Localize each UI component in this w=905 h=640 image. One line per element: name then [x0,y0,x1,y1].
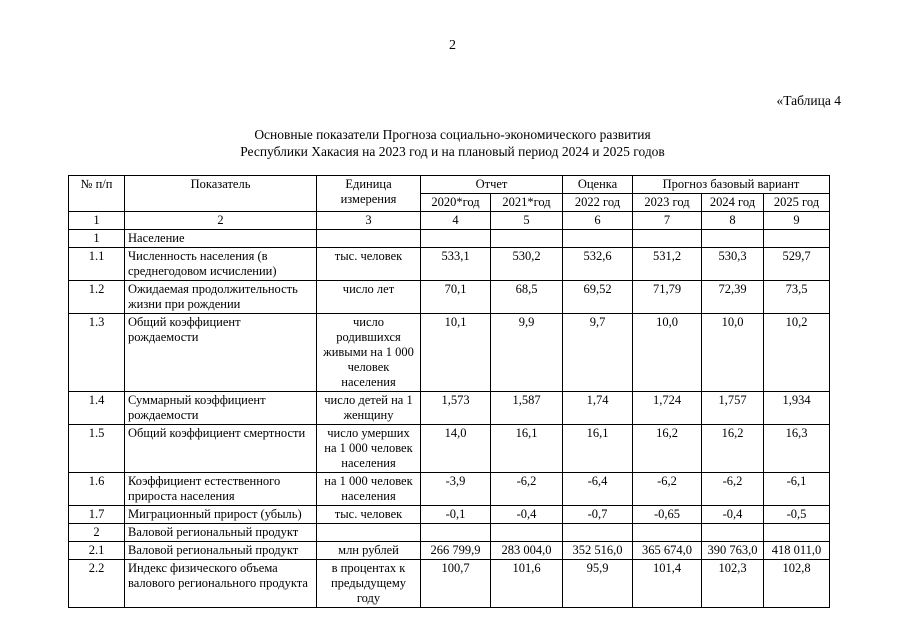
table-row [69,248,830,281]
header-year: 2023 год [633,194,702,212]
value-cell: 1,757 [702,392,764,425]
indicators-table [68,175,830,608]
value-cell [491,230,563,248]
value-cell: 68,5 [491,281,563,314]
value-cell [491,524,563,542]
unit-cell: число родившихся живыми на 1 000 человек населения [317,314,421,392]
header-year: 2025 год [764,194,830,212]
value-cell: -0,7 [563,506,633,524]
value-cell: 100,7 [421,560,491,608]
unit-cell: число умерших на 1 000 человек населения [317,425,421,473]
document-title [0,126,905,160]
header-num: № п/п [69,176,125,212]
table-row [69,560,830,608]
unit-cell: тыс. человек [317,248,421,281]
value-cell: 530,2 [491,248,563,281]
value-cell [764,524,830,542]
value-cell: -6,1 [764,473,830,506]
table-row [69,392,830,425]
value-cell: 71,79 [633,281,702,314]
value-cell: 1,934 [764,392,830,425]
indicator-name: Общий коэффициент рождаемости [125,314,317,392]
value-cell: 533,1 [421,248,491,281]
value-cell: 1,573 [421,392,491,425]
table-row [69,542,830,560]
table-row [69,230,830,248]
value-cell: -0,65 [633,506,702,524]
value-cell [563,524,633,542]
value-cell: 95,9 [563,560,633,608]
value-cell [764,230,830,248]
header-forecast: Прогноз базовый вариант [633,176,830,194]
header-estimate: Оценка [563,176,633,194]
title-line-2: Республики Хакасия на 2023 год и на плановый период 2024 и 2025 годов [240,144,665,159]
title-line-1: Основные показатели Прогноза социально-экономического развития [254,127,651,142]
column-number: 7 [633,212,702,230]
value-cell: -0,4 [491,506,563,524]
column-number: 6 [563,212,633,230]
value-cell: 532,6 [563,248,633,281]
column-number: 2 [125,212,317,230]
row-number: 1.3 [69,314,125,392]
indicator-name: Коэффициент естественного прироста населения [125,473,317,506]
value-cell: 365 674,0 [633,542,702,560]
header-year: 2020*год [421,194,491,212]
header-year: 2021*год [491,194,563,212]
value-cell: 9,9 [491,314,563,392]
value-cell: 73,5 [764,281,830,314]
value-cell: 1,74 [563,392,633,425]
column-number: 8 [702,212,764,230]
indicator-name: Миграционный прирост (убыль) [125,506,317,524]
table-row [69,506,830,524]
value-cell: 16,2 [702,425,764,473]
value-cell: -3,9 [421,473,491,506]
value-cell [633,524,702,542]
header-year: 2022 год [563,194,633,212]
value-cell: 390 763,0 [702,542,764,560]
value-cell: 10,0 [702,314,764,392]
value-cell: 530,3 [702,248,764,281]
value-cell: 102,3 [702,560,764,608]
indicator-name: Население [125,230,317,248]
column-number: 1 [69,212,125,230]
value-cell [421,524,491,542]
value-cell [563,230,633,248]
value-cell: 531,2 [633,248,702,281]
value-cell: 352 516,0 [563,542,633,560]
column-numbers-row [69,212,830,230]
column-number: 4 [421,212,491,230]
unit-cell: тыс. человек [317,506,421,524]
column-number: 5 [491,212,563,230]
table-row [69,473,830,506]
column-number: 3 [317,212,421,230]
indicator-name: Валовой региональный продукт [125,542,317,560]
value-cell: 16,1 [563,425,633,473]
value-cell: 266 799,9 [421,542,491,560]
row-number: 1 [69,230,125,248]
unit-cell: число лет [317,281,421,314]
value-cell: -6,2 [491,473,563,506]
value-cell [421,230,491,248]
header-year: 2024 год [702,194,764,212]
unit-cell: число детей на 1 женщину [317,392,421,425]
indicator-name: Суммарный коэффициент рождаемости [125,392,317,425]
value-cell [702,230,764,248]
value-cell: -0,5 [764,506,830,524]
unit-cell: млн рублей [317,542,421,560]
value-cell: 16,3 [764,425,830,473]
unit-cell [317,524,421,542]
column-number: 9 [764,212,830,230]
value-cell: 418 011,0 [764,542,830,560]
row-number: 2 [69,524,125,542]
value-cell: 69,52 [563,281,633,314]
value-cell: 10,0 [633,314,702,392]
table-label: «Таблица 4 [776,93,841,108]
value-cell: -0,1 [421,506,491,524]
value-cell: 10,2 [764,314,830,392]
row-number: 1.2 [69,281,125,314]
value-cell: 10,1 [421,314,491,392]
indicator-name: Общий коэффициент смертности [125,425,317,473]
row-number: 2.2 [69,560,125,608]
value-cell: 101,4 [633,560,702,608]
value-cell: 16,1 [491,425,563,473]
value-cell: 283 004,0 [491,542,563,560]
unit-cell [317,230,421,248]
indicator-name: Валовой региональный продукт [125,524,317,542]
value-cell [633,230,702,248]
unit-cell: на 1 000 человек населения [317,473,421,506]
row-number: 1.5 [69,425,125,473]
value-cell: 16,2 [633,425,702,473]
value-cell [702,524,764,542]
indicator-name: Численность населения (в среднегодовом исчислении) [125,248,317,281]
value-cell: 9,7 [563,314,633,392]
row-number: 2.1 [69,542,125,560]
value-cell: 529,7 [764,248,830,281]
table-row [69,281,830,314]
header-indicator: Показатель [125,176,317,212]
row-number: 1.6 [69,473,125,506]
row-number: 1.1 [69,248,125,281]
page-number: 2 [449,38,456,53]
value-cell: 102,8 [764,560,830,608]
table-row [69,425,830,473]
value-cell: 70,1 [421,281,491,314]
value-cell: -6,2 [702,473,764,506]
value-cell: -0,4 [702,506,764,524]
row-number: 1.4 [69,392,125,425]
header-report: Отчет [421,176,563,194]
table-row [69,314,830,392]
indicator-name: Ожидаемая продолжительность жизни при рождении [125,281,317,314]
unit-cell: в процентах к предыдущему году [317,560,421,608]
value-cell: -6,4 [563,473,633,506]
header-unit: Единица измерения [317,176,421,212]
value-cell: 101,6 [491,560,563,608]
value-cell: 1,724 [633,392,702,425]
row-number: 1.7 [69,506,125,524]
value-cell: -6,2 [633,473,702,506]
value-cell: 1,587 [491,392,563,425]
value-cell: 72,39 [702,281,764,314]
table-row [69,524,830,542]
value-cell: 14,0 [421,425,491,473]
indicator-name: Индекс физического объема валового регионального продукта [125,560,317,608]
